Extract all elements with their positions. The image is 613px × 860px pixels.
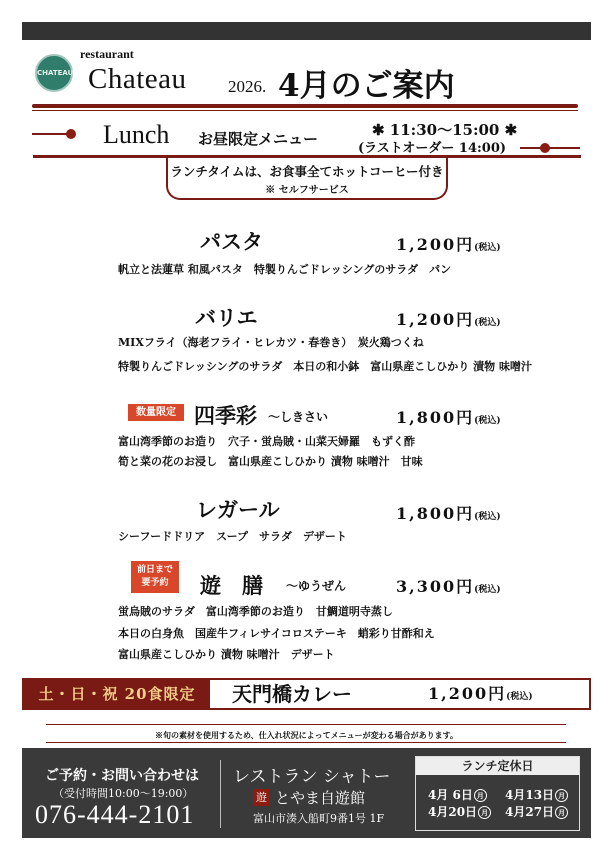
menu-item-price	[396, 405, 501, 428]
menu-item-desc: MIXフライ（海老フライ・ヒレカツ・春巻き） 炭火鶏つくね	[118, 336, 424, 349]
menu-item-desc: 蛍烏賊のサラダ 富山湾季節のお造り 甘鯛道明寺蒸し	[118, 605, 393, 618]
lunch-hours: ✱ 11:30～15:00 ✱	[372, 121, 518, 139]
holiday-date	[428, 786, 487, 803]
menu-item-desc: 筍と菜の花のお浸し 富山県産こしひかり 漬物 味噌汁 甘味	[118, 455, 423, 468]
price-tax: (税込)	[474, 585, 501, 595]
page-title: 4月のご案内	[278, 68, 455, 104]
holiday-date-text: 4月 6日	[428, 788, 473, 802]
price-value: 3,300円	[396, 577, 475, 596]
lunch-hours-text: 11:30～15:00	[389, 121, 500, 139]
monday-mark-icon: 月	[555, 806, 568, 819]
year: 2026.	[228, 77, 267, 96]
special-name: 天門橋カレー	[232, 682, 352, 706]
reservation-label: ご予約・お問い合わせは	[45, 768, 199, 784]
menu-item-name: 遊 膳	[200, 573, 263, 598]
special-price	[428, 680, 533, 711]
menu-item-name: バリエ	[195, 305, 258, 330]
monday-mark-icon: 月	[474, 789, 487, 802]
price-value: 1,800円	[396, 408, 475, 427]
venue-name: とやま自遊館	[275, 789, 366, 807]
menu-item-desc: シーフードドリア スープ サラダ デザート	[118, 530, 347, 543]
badge-line: 要予約	[141, 578, 169, 588]
header-divider-thin	[32, 110, 578, 111]
disclaimer-line-bottom	[46, 742, 566, 743]
price-tax: (税込)	[474, 318, 501, 328]
lunch-line-right	[520, 147, 580, 149]
price-tax: (税込)	[474, 512, 501, 522]
menu-item-kana: ～ゆうぜん	[286, 579, 347, 593]
price-value: 1,200円	[396, 235, 475, 254]
last-order: (ラストオーダー 14:00)	[358, 141, 507, 156]
price-value: 1,200円	[428, 684, 507, 703]
price-value: 1,800円	[396, 504, 475, 523]
holiday-date	[505, 803, 568, 820]
holiday-date-text: 4月20日	[428, 805, 478, 819]
menu-item-name: レガール	[196, 497, 280, 522]
phone-number: 076-444-2101	[35, 800, 195, 829]
menu-item-price	[396, 307, 501, 330]
menu-item-desc: 特製りんごドレッシングのサラダ 本日の和小鉢 富山県産こしひかり 漬物 味噌汁	[118, 360, 532, 373]
menu-item-desc: 帆立と法蓮草 和風パスタ 特製りんごドレッシングのサラダ パン	[118, 263, 452, 276]
reservation-badge	[131, 561, 179, 593]
restaurant-name: Chateau	[88, 63, 187, 95]
address: 富山市湊入船町9番1号 1F	[253, 812, 385, 825]
holiday-date	[428, 803, 491, 820]
price-tax: (税込)	[506, 692, 533, 702]
reservation-hours: （受付時間10:00～19:00）	[53, 787, 194, 800]
header-divider	[32, 104, 578, 108]
special-label: 土・日・祝 20食限定	[24, 680, 210, 708]
disclaimer: ※旬の素材を使用するため、仕入れ状況によってメニューが変わる場合があります。	[154, 730, 459, 740]
chateau-logo	[35, 54, 73, 92]
menu-item-price	[396, 232, 501, 255]
menu-item-desc: 富山湾季節のお造り 穴子・蛍烏賊・山菜天婦羅 もずく酢	[118, 435, 415, 448]
menu-item-name: パスタ	[200, 229, 263, 254]
logo-text: CHATEAU	[37, 69, 74, 77]
menu-item-desc: 富山県産こしひかり 漬物 味噌汁 デザート	[118, 648, 335, 661]
monday-mark-icon: 月	[555, 789, 568, 802]
menu-item-price	[396, 501, 501, 524]
holiday-title: ランチ定休日	[416, 757, 579, 775]
lunch-subtitle: お昼限定メニュー	[198, 130, 319, 148]
price-tax: (税込)	[474, 416, 501, 426]
top-bar	[22, 22, 591, 40]
limited-badge: 数量限定	[128, 404, 184, 421]
holiday-date-text: 4月27日	[505, 805, 555, 819]
badge-line: 前日まで	[136, 565, 173, 575]
lunch-note: ランチタイムは、お食事全てホットコーヒー付き	[170, 164, 444, 179]
disclaimer-line-top	[46, 724, 566, 725]
price-tax: (税込)	[474, 243, 501, 253]
lunch-title: Lunch	[103, 120, 170, 149]
menu-item-kana: ～しきさい	[268, 410, 329, 424]
menu-item-desc: 本日の白身魚 国産牛フィレサイコロステーキ 蛸彩り甘酢和え	[118, 627, 435, 640]
restaurant-label: restaurant	[80, 47, 134, 61]
footer-restaurant-name: レストラン シャトー	[233, 767, 391, 787]
footer-divider	[220, 760, 221, 828]
yuyu-logo-icon: 遊	[253, 789, 270, 806]
holiday-date	[505, 786, 568, 803]
price-value: 1,200円	[396, 310, 475, 329]
lunch-note-box	[166, 158, 448, 200]
menu-item-price	[396, 574, 501, 597]
holiday-date-text: 4月13日	[505, 788, 555, 802]
menu-item-name: 四季彩	[194, 403, 257, 428]
lunch-dot-left	[66, 129, 76, 139]
lunch-dot-right	[540, 143, 550, 153]
monday-mark-icon: 月	[478, 806, 491, 819]
lunch-note-sub: ※ セルフサービス	[265, 185, 349, 196]
